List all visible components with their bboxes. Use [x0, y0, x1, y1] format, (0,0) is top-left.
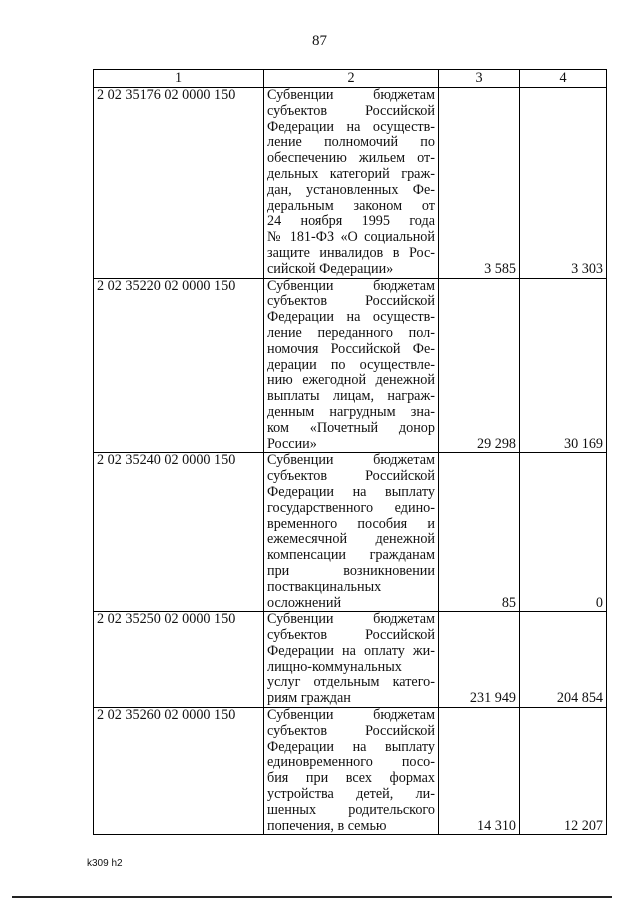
- value-col3-cell: 3 585: [439, 88, 520, 279]
- description-line: номочия Российской Фе-: [267, 340, 435, 357]
- table-row: [94, 708, 607, 835]
- description-line: Субвенции бюджетам: [267, 277, 435, 294]
- description-line: субъектов Российской: [267, 722, 435, 739]
- description-line: защите инвалидов в Рос-: [267, 244, 435, 261]
- description-cell: [264, 278, 439, 453]
- description-cell: [264, 612, 439, 708]
- description-line: ление полномочий по: [267, 134, 435, 151]
- description-line: компенсации гражданам: [267, 547, 435, 564]
- description-line: Федерации на осуществ-: [267, 309, 435, 326]
- value-col4-cell: 12 207: [520, 708, 607, 835]
- header-cell-3: 3: [439, 70, 520, 88]
- description-line: 24 ноября 1995 года: [267, 213, 435, 230]
- description-line: № 181-ФЗ «О социальной: [267, 229, 435, 246]
- description-line: субъектов Российской: [267, 293, 435, 310]
- table-header-row: [94, 70, 607, 88]
- value-col4-cell: 30 169: [520, 278, 607, 453]
- description-line: России»: [267, 435, 317, 452]
- description-line: временного пособия и: [267, 515, 435, 532]
- description-line: сийской Федерации»: [267, 260, 394, 277]
- description-line: осложнений: [267, 594, 342, 611]
- description-line: субъектов Российской: [267, 627, 435, 644]
- value-col4-cell: 3 303: [520, 88, 607, 279]
- description-line: поствакцинальных: [267, 578, 382, 595]
- value-col3-cell: 85: [439, 453, 520, 612]
- description-line: ком «Почетный донор: [267, 419, 435, 436]
- description-line: бия при всех формах: [267, 770, 435, 787]
- description-line: дерации по осуществле-: [267, 356, 435, 373]
- value-col3-cell: 14 310: [439, 708, 520, 835]
- description-line: Субвенции бюджетам: [267, 452, 435, 469]
- header-cell-2: 2: [264, 70, 439, 88]
- value-col4-cell: 0: [520, 453, 607, 612]
- description-line: нию ежегодной денежной: [267, 372, 435, 389]
- page-number: 87: [312, 33, 327, 49]
- table-row: [94, 278, 607, 453]
- description-line: Федерации на выплату: [267, 738, 435, 755]
- description-line: услуг отдельным катего-: [267, 674, 435, 691]
- description-line: устройства детей, ли-: [267, 786, 435, 803]
- table-row: [94, 612, 607, 708]
- description-line: обеспечению жильем от-: [267, 150, 435, 167]
- description-line: Субвенции бюджетам: [267, 87, 435, 103]
- description-line: лищно-коммунальных: [267, 658, 402, 675]
- description-line: денным нагрудным зна-: [267, 403, 435, 420]
- value-col3-cell: 231 949: [439, 612, 520, 708]
- description-line: Федерации на осуществ-: [267, 118, 435, 135]
- description-line: попечения, в семью: [267, 817, 387, 834]
- description-line: субъектов Российской: [267, 102, 435, 119]
- budget-code-cell: 2 02 35250 02 0000 150: [94, 612, 264, 708]
- footer-code: k309 h2: [87, 858, 123, 869]
- budget-code-cell: 2 02 35220 02 0000 150: [94, 278, 264, 453]
- description-line: Федерации на выплату: [267, 483, 435, 500]
- description-line: государственного едино-: [267, 499, 435, 516]
- description-line: дан, установленных Фе-: [267, 181, 435, 198]
- description-line: выплаты лицам, награж-: [267, 388, 435, 405]
- header-cell-1: 1: [94, 70, 264, 88]
- description-line: субъектов Российской: [267, 468, 435, 485]
- header-cell-4: 4: [520, 70, 607, 88]
- table-row: [94, 453, 607, 612]
- bottom-rule: [12, 896, 612, 898]
- description-line: Федерации на оплату жи-: [267, 642, 435, 659]
- description-line: дельных категорий граж-: [267, 165, 435, 182]
- description-cell: [264, 453, 439, 612]
- value-col4-cell: 204 854: [520, 612, 607, 708]
- description-line: единовременного посо-: [267, 754, 435, 771]
- description-cell: [264, 88, 439, 279]
- description-cell: [264, 708, 439, 835]
- description-line: шенных родительского: [267, 801, 435, 818]
- description-line: Субвенции бюджетам: [267, 611, 435, 628]
- description-line: ление переданного пол-: [267, 324, 435, 341]
- description-line: деральным законом от: [267, 197, 435, 214]
- budget-code-cell: 2 02 35260 02 0000 150: [94, 708, 264, 835]
- description-line: ежемесячной денежной: [267, 531, 435, 548]
- budget-table: [93, 69, 607, 835]
- description-line: Субвенции бюджетам: [267, 707, 435, 724]
- value-col3-cell: 29 298: [439, 278, 520, 453]
- budget-code-cell: 2 02 35176 02 0000 150: [94, 88, 264, 279]
- description-line: риям граждан: [267, 690, 351, 707]
- table-row: [94, 88, 607, 279]
- budget-code-cell: 2 02 35240 02 0000 150: [94, 453, 264, 612]
- description-line: при возникновении: [267, 562, 435, 579]
